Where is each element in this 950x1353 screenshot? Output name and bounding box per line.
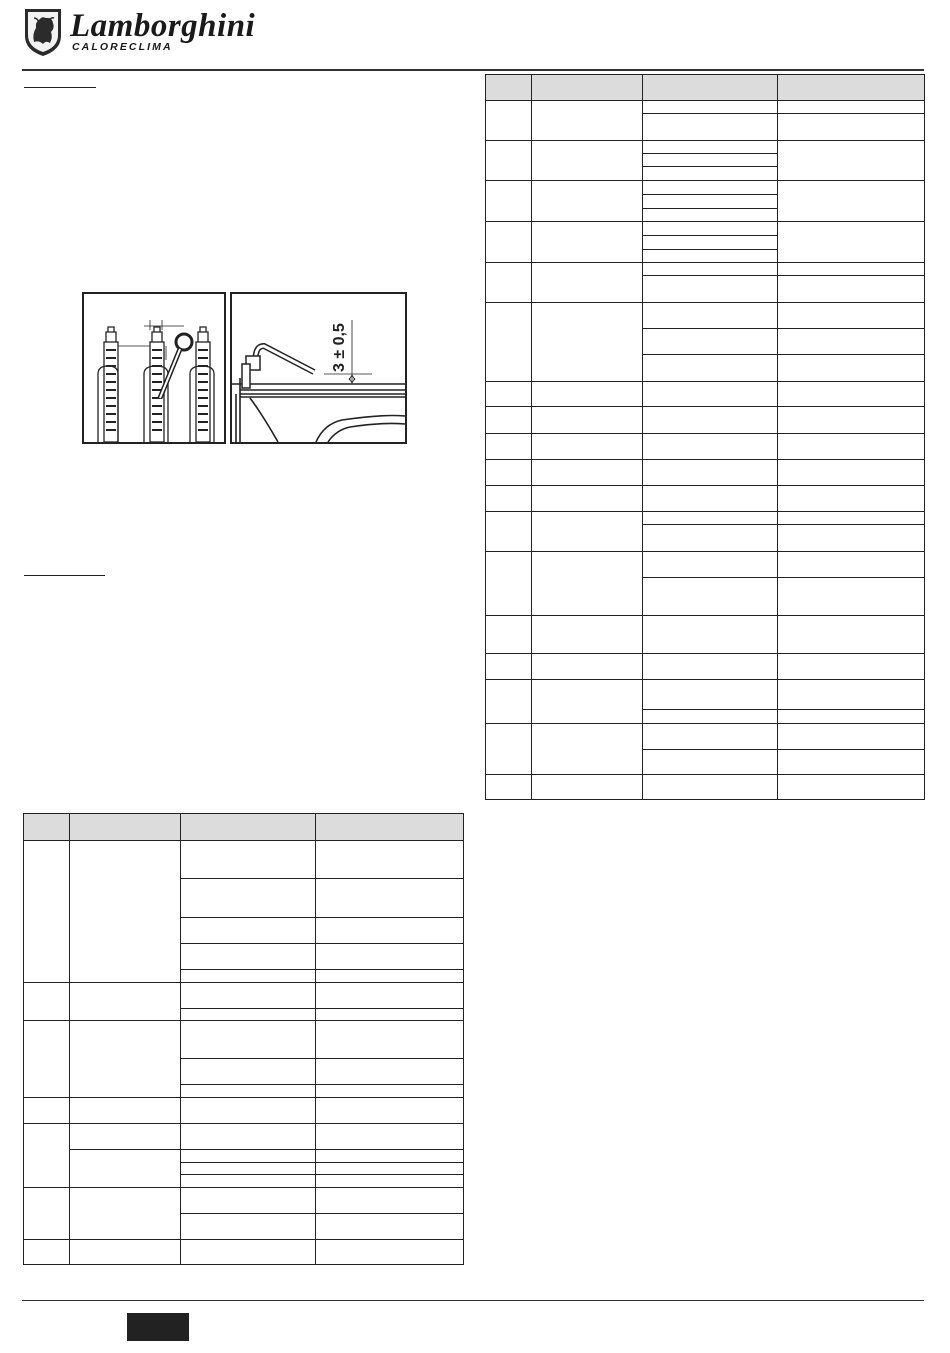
table-row <box>24 1150 464 1163</box>
brand-logo-shield <box>22 6 64 58</box>
table-row <box>486 101 925 114</box>
section-heading-underline-2 <box>24 575 105 576</box>
table-row <box>486 680 925 710</box>
table-row <box>486 407 925 434</box>
table-row <box>486 724 925 750</box>
table-row <box>486 303 925 329</box>
electrode-gap-drawing <box>232 294 405 442</box>
footer-rule <box>22 1300 924 1301</box>
table-row <box>486 181 925 195</box>
table-row <box>486 486 925 512</box>
table-row <box>486 263 925 276</box>
brand-name: Lamborghini <box>70 8 256 44</box>
table-header-row <box>486 75 925 101</box>
lamborghini-bull-shield-icon <box>22 6 64 58</box>
table-row <box>486 552 925 578</box>
brand-subline: CALORECLIMA <box>72 41 173 53</box>
table-row <box>486 775 925 800</box>
table-row <box>486 512 925 525</box>
table-row <box>24 1240 464 1265</box>
section-heading-underline <box>24 87 96 88</box>
header-rule <box>22 69 924 71</box>
table-row <box>486 460 925 486</box>
table-row <box>24 841 464 879</box>
burner-electrode-drawing <box>84 294 224 442</box>
table-row <box>486 434 925 460</box>
table-row <box>486 654 925 680</box>
figure-electrode-gap <box>230 292 407 444</box>
table-row <box>486 141 925 154</box>
figure-electrode-position <box>82 292 226 444</box>
table-row <box>486 222 925 236</box>
table-row <box>24 1124 464 1150</box>
page-number-badge <box>127 1313 189 1341</box>
table-row <box>24 1188 464 1214</box>
table-row <box>24 1021 464 1059</box>
right-data-table <box>485 74 925 800</box>
table-row <box>24 1098 464 1124</box>
table-row <box>486 616 925 654</box>
table-header-row <box>24 814 464 841</box>
gap-dimension-label: 3 ± 0,5 <box>331 323 348 372</box>
table-row <box>486 382 925 407</box>
left-data-table <box>23 813 464 1265</box>
table-row <box>24 983 464 1009</box>
